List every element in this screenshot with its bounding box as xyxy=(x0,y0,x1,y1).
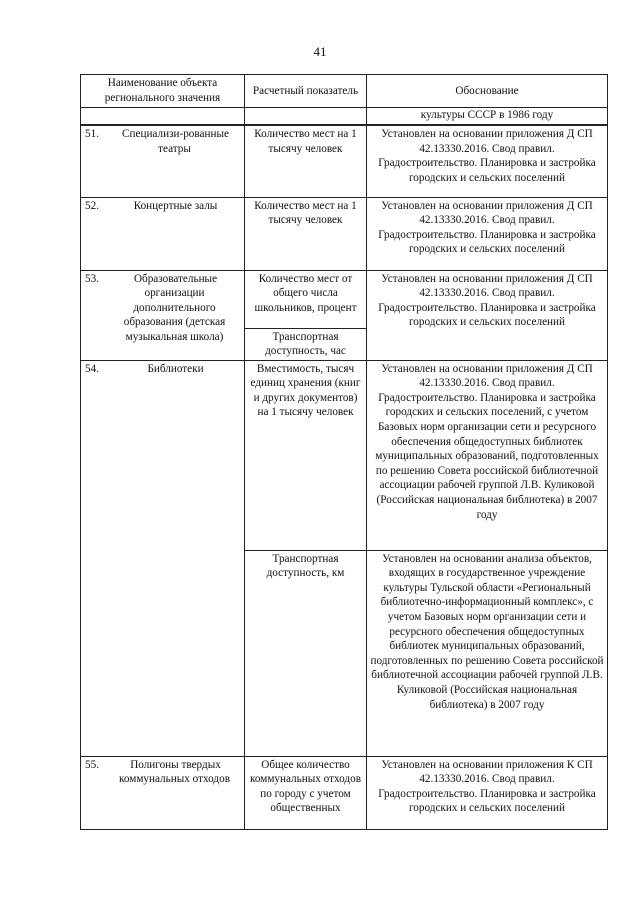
object-name: Библиотеки xyxy=(147,362,204,375)
object-name: Образовательные организации дополнительного образования (детская музыкальная школа) xyxy=(123,272,226,343)
table-row xyxy=(81,270,608,328)
header-object-name: Наименование объекта регионального значения xyxy=(81,75,245,108)
header-basis: Обоснование xyxy=(367,75,608,108)
row-number: 51. xyxy=(85,128,99,140)
basis: Установлен на основании приложения Д СП 42.13330.2016. Свод правил. Градостроительство. Планировка и застройка городских и сельских поселений xyxy=(367,125,608,197)
table-row xyxy=(81,125,608,197)
basis: Установлен на основании анализа объектов, входящих в государственное учреждение культуры Тульской области «Региональный библиотечно-информационный комплекс», с учетом Базовых норм организации сети и ресурсного обеспечения общедоступных библиотек муниципальных образований, подготовленных по решению Совета российской библиотечной ассоциации рабочей группой Л.В. Куликовой (Российская национальная библиотека) в 2007 году xyxy=(367,550,608,756)
page-number: 41 xyxy=(313,44,327,59)
basis: Установлен на основании приложения Д СП 42.13330.2016. Свод правил. Градостроительство. Планировка и застройка городских и сельских поселений xyxy=(367,197,608,270)
table-row xyxy=(81,197,608,270)
header-indicator: Расчетный показатель xyxy=(245,75,367,108)
regional-objects-table xyxy=(80,74,608,830)
row-number: 53. xyxy=(85,272,99,285)
object-name: Концертные залы xyxy=(133,199,218,212)
basis: Установлен на основании приложения Д СП 42.13330.2016. Свод правил. Градостроительство. Планировка и застройка городских и сельских поселений xyxy=(367,270,608,360)
row-number: 54. xyxy=(85,362,99,375)
table-row xyxy=(81,360,608,550)
basis: Установлен на основании приложения К СП 42.13330.2016. Свод правил. Градостроительство. Планировка и застройка городских и сельских поселений xyxy=(367,756,608,829)
basis: Установлен на основании приложения Д СП 42.13330.2016. Свод правил. Градостроительство. Планировка и застройка городских и сельских поселений, с учетом Базовых норм организации сети и ресурсного обеспечения общедоступных библиотек муниципальных образований, подготовленных по решению Совета российской библиотечной ассоциации рабочей группой Л.В. Куликовой (Российская национальная библиотека) в 2007 году xyxy=(367,360,608,550)
continuation-text: культуры СССР в 1986 году xyxy=(367,108,608,126)
indicator: Транспортная доступность, час xyxy=(245,328,367,360)
indicator: Общее количество коммунальных отходов по городу с учетом общественных xyxy=(245,756,367,829)
object-name: Специализи-рованные театры xyxy=(122,128,229,155)
row-number: 52. xyxy=(85,199,99,212)
indicator: Количество мест от общего числа школьников, процент xyxy=(245,270,367,328)
indicator: Вместимость, тысяч единиц хранения (книг и других документов) на 1 тысячу человек xyxy=(245,360,367,550)
indicator: Количество мест на 1 тысячу человек xyxy=(245,125,367,197)
indicator: Количество мест на 1 тысячу человек xyxy=(245,197,367,270)
object-name: Полигоны твердых коммунальных отходов xyxy=(119,758,230,786)
table-header-row xyxy=(81,75,608,108)
continuation-row xyxy=(81,108,608,126)
table-row xyxy=(81,756,608,829)
row-number: 55. xyxy=(85,758,99,771)
indicator: Транспортная доступность, км xyxy=(245,550,367,756)
